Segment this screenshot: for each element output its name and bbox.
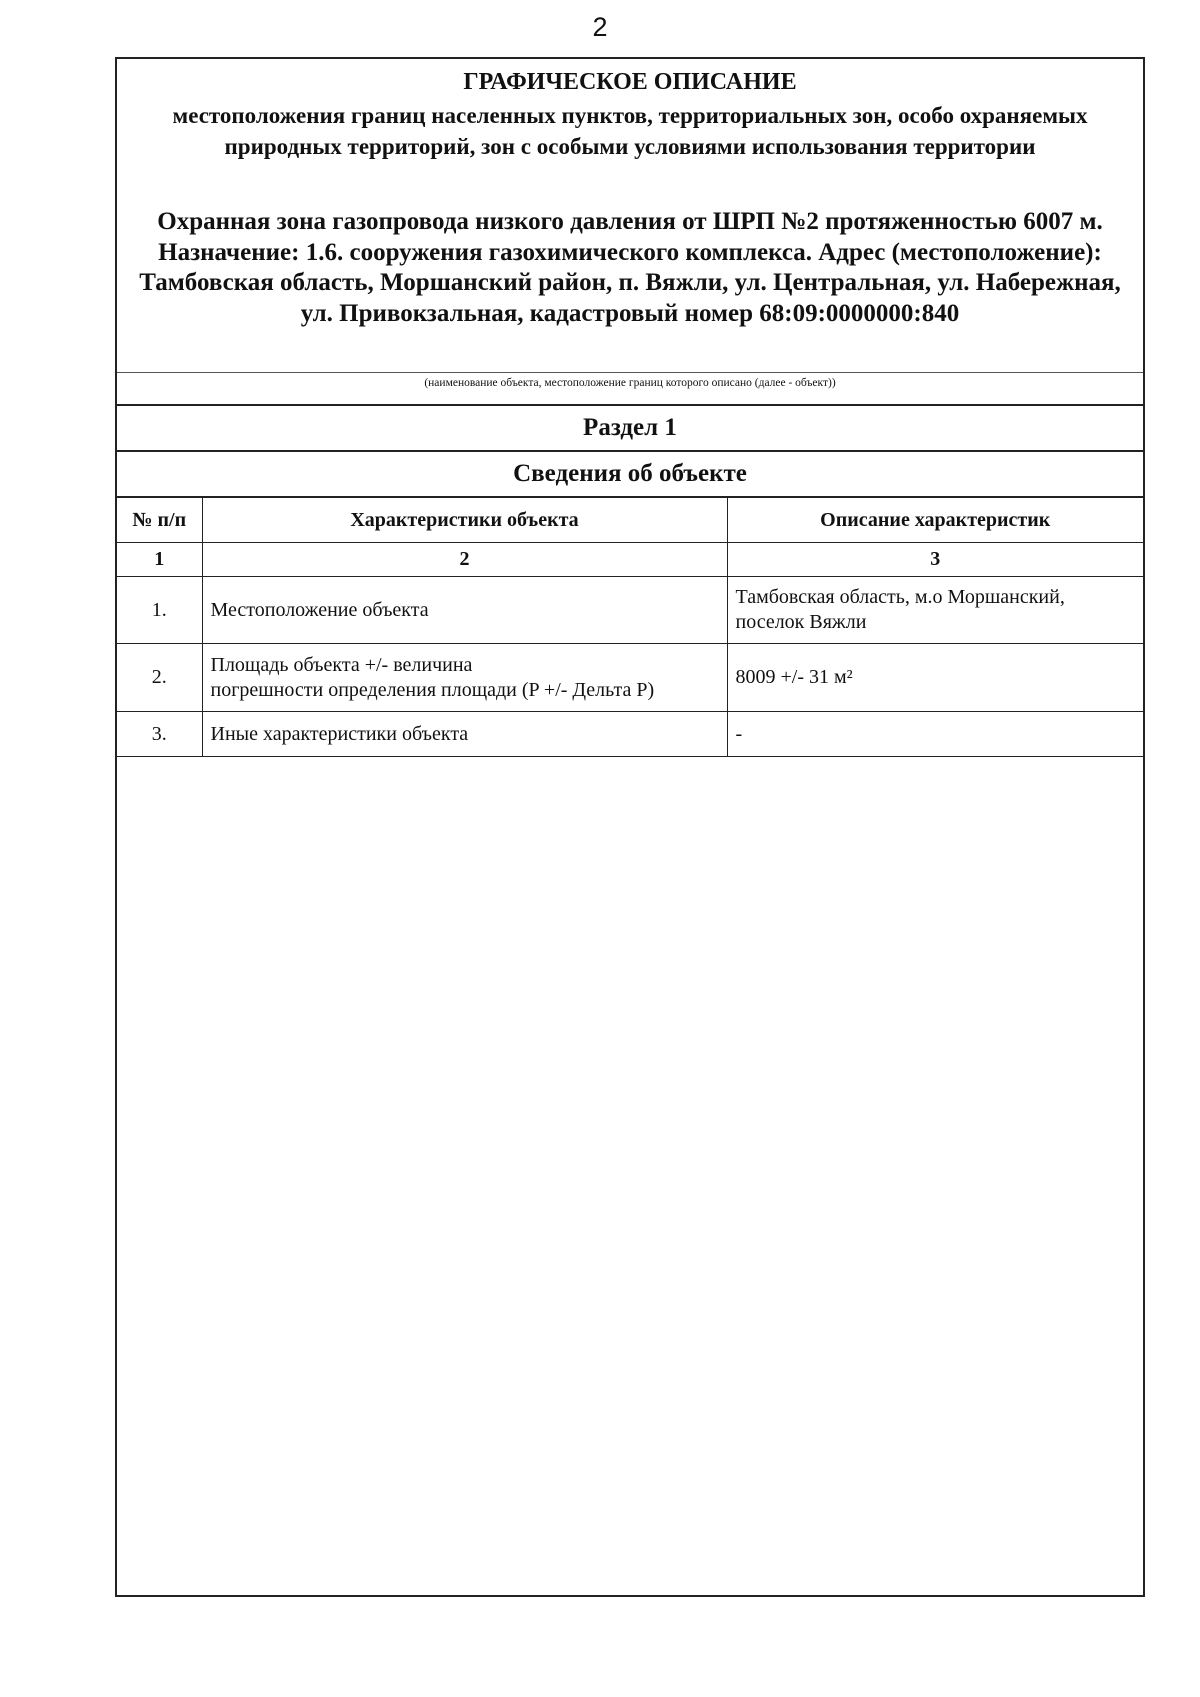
- column-index: 3: [727, 543, 1143, 577]
- row-number: 3.: [117, 712, 202, 757]
- column-header-description: Описание характеристик: [727, 498, 1143, 543]
- row-number: 2.: [117, 644, 202, 712]
- document-title: ГРАФИЧЕСКОЕ ОПИСАНИЕ: [463, 69, 797, 95]
- object-name: Охранная зона газопровода низкого давления от ШРП №2 протяженностью 6007 м. Назначение: 1.6. сооружения газохимического комплекса. Адрес (местоположение): Тамбовская область, Моршанский район, п. Вяжли, ул. Центральная, ул. Набережная, ул. Привокзальная, кадастровый номер 68:09:0000000:840: [139, 208, 1121, 327]
- section-title: Раздел 1: [117, 406, 1143, 452]
- column-header-number: № п/п: [117, 498, 202, 543]
- table-index-row: [117, 543, 1143, 577]
- row-description: -: [727, 712, 1143, 757]
- document-frame: [115, 57, 1145, 1597]
- row-description: 8009 +/- 31 м²: [727, 644, 1143, 712]
- row-characteristic: Местоположение объекта: [202, 577, 727, 644]
- table-row: [117, 644, 1143, 712]
- object-name-caption: (наименование объекта, местоположение границ которого описано (далее - объект)): [117, 372, 1143, 406]
- page-number: 2: [592, 12, 608, 42]
- row-description: Тамбовская область, м.о Моршанский, поселок Вяжли: [727, 577, 1143, 644]
- column-index: 2: [202, 543, 727, 577]
- object-info-table: [117, 498, 1143, 757]
- row-number: 1.: [117, 577, 202, 644]
- table-header-row: [117, 498, 1143, 543]
- column-index: 1: [117, 543, 202, 577]
- column-header-characteristic: Характеристики объекта: [202, 498, 727, 543]
- table-row: [117, 712, 1143, 757]
- document-subtitle: местоположения границ населенных пунктов, территориальных зон, особо охраняемых природных территорий, зон с особыми условиями использования территории: [172, 103, 1088, 159]
- table-row: [117, 577, 1143, 644]
- section-subtitle: Сведения об объекте: [117, 452, 1143, 498]
- document-header: [117, 59, 1143, 372]
- row-characteristic: Иные характеристики объекта: [202, 712, 727, 757]
- row-characteristic: Площадь объекта +/- величина погрешности определения площади (P +/- Дельта P): [202, 644, 727, 712]
